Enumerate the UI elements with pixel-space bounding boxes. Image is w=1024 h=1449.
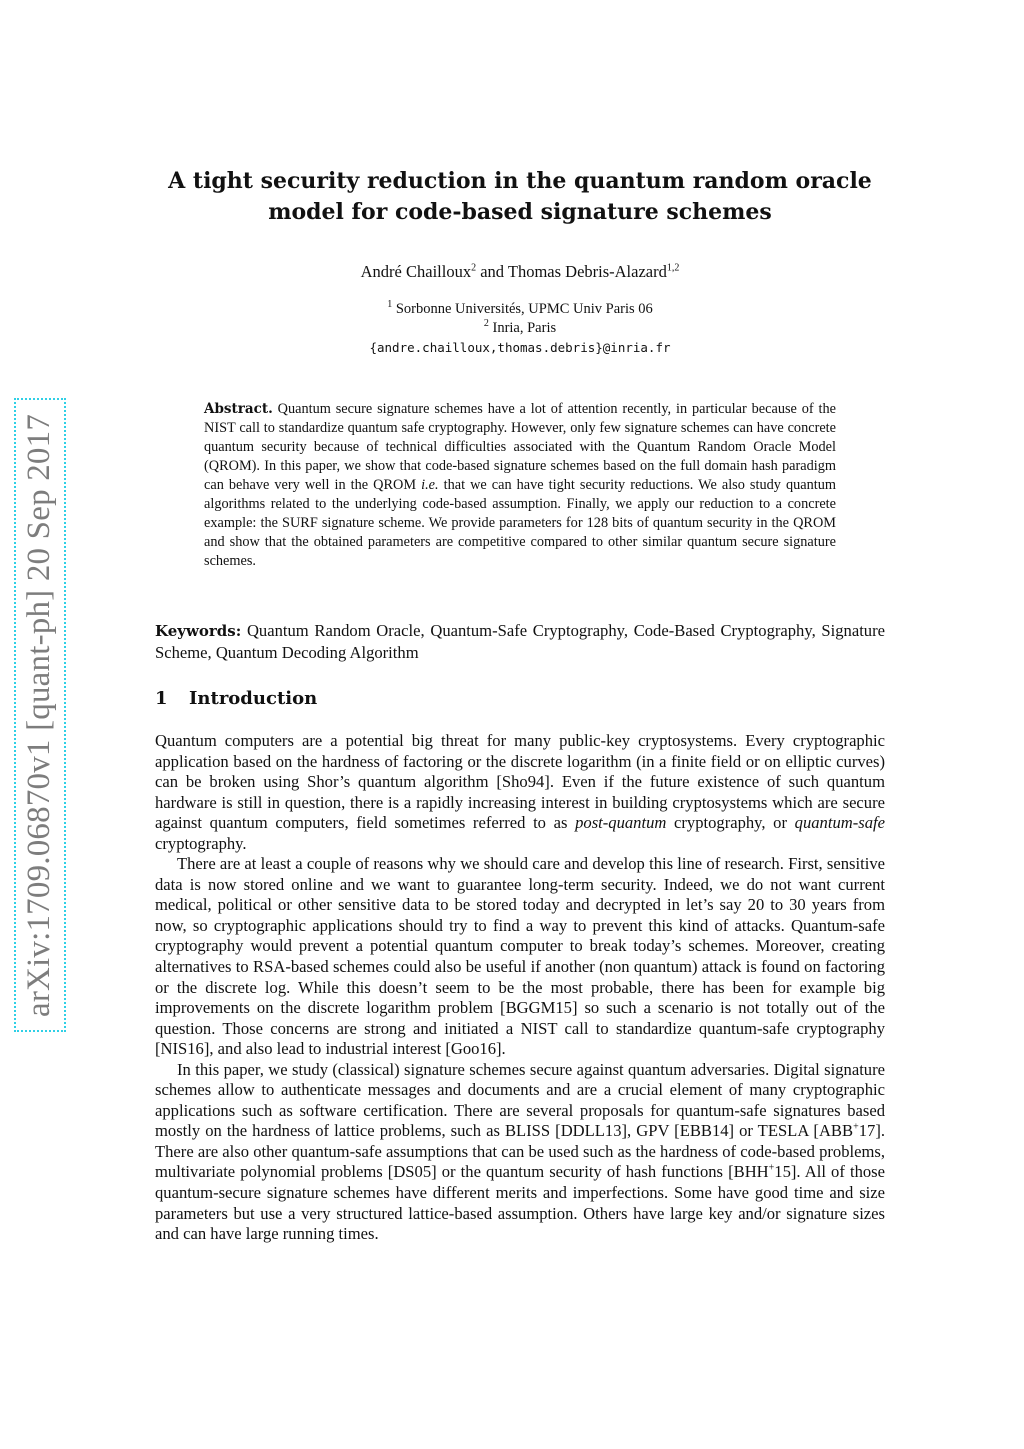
author-2-affiliation: 1,2 [666,262,680,274]
section-number: 1 [155,688,168,709]
introduction-body [155,731,885,1245]
paragraph-3-sup-2: + [768,1162,775,1174]
arxiv-identifier-stamp [14,398,66,1032]
affiliation-2 [155,319,885,338]
paragraph-3-sup-1: + [853,1121,859,1133]
paragraph-3 [155,1060,885,1245]
abstract-text-2: that we can have tight security reductions. We also study quantum algorithms related to the underlying code-based assumption. Finally, we apply our reduction to a concrete example: the SURF signature scheme. We provide parameters for 128 bits of quantum security in the QROM and show that the obtained parameters are competitive compared to other similar quantum secure signature schemes. [204,477,836,569]
keywords [155,620,885,663]
paragraph-1-emph-1: post-quantum [575,813,667,833]
paragraph-1 [155,731,885,854]
author-2: Thomas Debris-Alazard [507,262,667,281]
keywords-label: Keywords: [155,622,242,640]
affiliation-1-text: Sorbonne Universités, UPMC Univ Paris 06 [395,301,653,317]
paragraph-3-text-a: In this paper, we study (classical) signature schemes secure against quantum adversaries. Digital signature schemes allow to authenticate messages and documents and are a crucial element of many cryptographic applications such as software certification. There are several proposals for quantum-safe signatures based mostly on the hardness of lattice problems, such as BLISS [DDLL13], GPV [EBB14] or TESLA [ABB [155,1059,885,1141]
paragraph-1-text-a: Quantum computers are a potential big threat for many public-key cryptosystems. Every cryptographic application based on the hardness of factoring or the discrete logarithm (in a finite field or on elliptic curves) can be broken using Shor’s quantum algorithm [Sho94]. Even if the future existence of such quantum hardware is still in question, there is a rapidly increasing interest in building cryptosystems which are secure against quantum computers, field sometimes referred to as [155,731,885,833]
paragraph-1-emph-2: quantum-safe [794,813,885,833]
paper-title [155,166,885,228]
keywords-text: Quantum Random Oracle, Quantum-Safe Cryptography, Code-Based Cryptography, Signature Scheme, Quantum Decoding Algorithm [155,621,885,662]
paragraph-1-text-b: cryptography, or [666,813,795,833]
paragraph-1-text-c: cryptography. [155,833,247,853]
author-connector: and [476,262,508,281]
author-1-affiliation: 2 [471,262,477,274]
title-line-2: model for code-based signature schemes [268,199,772,225]
affiliation-1-number: 1 [387,299,393,311]
paragraph-2: There are at least a couple of reasons why we should care and develop this line of research. First, sensitive data is now stored online and we want to guarantee long-term security. Indeed, we do not want current medical, political or other sensitive data to be stored today and decrypted in let’s say 20 to 30 years from now, so cryptographic applications should try to find a way to prevent this kind of attacks. Quantum-safe cryptography would prevent a potential quantum computer to break today’s schemes. Moreover, creating alternatives to RSA-based schemes could also be useful if another (non quantum) attack is found on factoring or the discrete log. While this doesn’t seem to be the most probable, there has been for example big improvements on the discrete logarithm problem [BGGM15] so such a scenario is not totally out of the question. Those concerns are strong and initiated a NIST call to standardize quantum-safe cryptography [NIS16], and also lead to industrial interest [Goo16]. [155,854,885,1059]
paragraph-3-text-b: 17]. There are also other quantum-safe assumptions that can be used such as the hardness of code-based problems, multivariate polynomial problems [DS05] or the quantum security of hash functions [BHH [155,1121,885,1182]
abstract-label: Abstract. [204,401,273,417]
section-heading [155,688,885,709]
abstract-text-1: Quantum secure signature schemes have a lot of attention recently, in particular because of the NIST call to standardize quantum safe cryptography. However, only few signature schemes can have concrete quantum security because of technical difficulties associated with the Quantum Random Oracle Model (QROM). In this paper, we show that code-based signature schemes based on the full domain hash paradigm can behave very well in the QROM [204,401,836,493]
author-list [155,261,885,283]
abstract [204,400,836,571]
section-title: Introduction [189,688,318,709]
affiliation-1 [155,300,885,319]
author-1: André Chailloux [360,262,472,281]
paragraph-3-text-c: 15]. All of those quantum-secure signature schemes have different merits and imperfections. Some have good time and size parameters but use a very structured lattice-based assumption. Others have large key and/or signature sizes and can have large running times. [155,1162,885,1244]
affiliation-2-number: 2 [483,318,489,330]
affiliations [155,300,885,357]
affiliation-2-text: Inria, Paris [492,320,557,336]
author-email[interactable]: {andre.chailloux,thomas.debris}@inria.fr [369,340,671,355]
abstract-ie: i.e. [421,477,439,493]
title-line-1: A tight security reduction in the quantum random oracle [168,168,872,194]
arxiv-identifier-text: arXiv:1709.06870v1 [quant-ph] 20 Sep 2017 [21,413,58,1017]
